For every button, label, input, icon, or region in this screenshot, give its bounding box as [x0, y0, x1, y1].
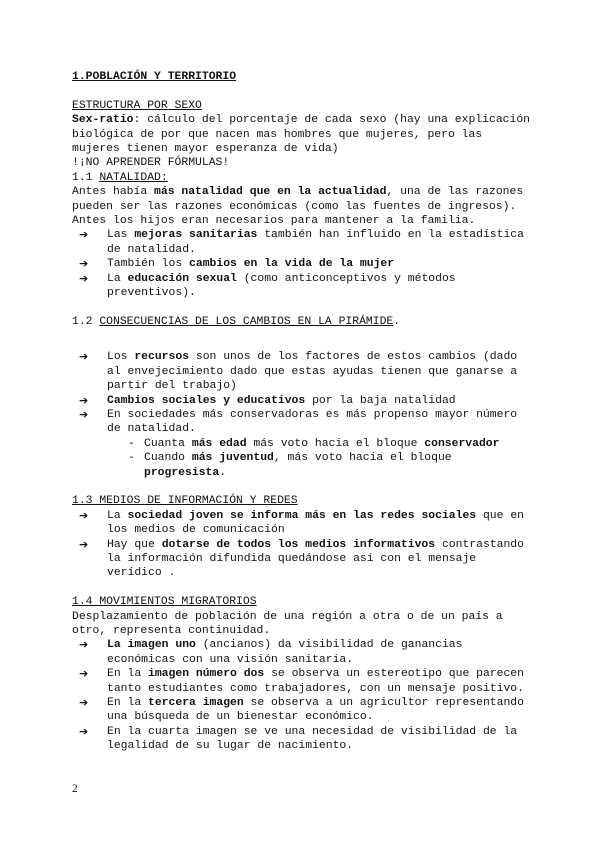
- list-item: ➔ La educación sexual (como anticonceptivos y métodos preventivos).: [79, 271, 456, 300]
- section-heading-medios: 1.3 MEDIOS DE INFORMACIÓN Y REDES: [72, 495, 298, 508]
- list-item: ➔ Cambios sociales y educativos por la baja natalidad: [79, 393, 456, 407]
- arrow-bullet-icon: ➔: [79, 393, 89, 407]
- arrow-bullet-icon: ➔: [79, 696, 89, 709]
- list-item: ➔ En la cuarta imagen se ve una necesidad de visibilidad de la legalidad de su lugar de nacimiento.: [79, 724, 518, 753]
- arrow-bullet-icon: ➔: [79, 271, 89, 285]
- arrow-bullet-icon: ➔: [79, 667, 89, 681]
- arrow-bullet-icon: ➔: [79, 257, 89, 271]
- paragraph-migratorios: Desplazamiento de población de una región a otra o de un país a otro, representa continuidad.: [72, 610, 503, 637]
- list-item: ➔ La imagen uno (ancianos) da visibilidad de ganancias económicas con una visión sanitaria.: [79, 638, 463, 666]
- section-heading-natalidad: 1.1 NATALIDAD:: [72, 171, 168, 184]
- arrow-bullet-icon: ➔: [79, 537, 89, 551]
- paragraph-natalidad: Antes había más natalidad que en la actualidad, una de las razones pueden ser las razones económicas (como las fuentes de ingresos). Antes los hijos eran necesarios para mantener a la familia.: [72, 186, 524, 228]
- warning-text: !¡NO APRENDER FÓRMULAS!: [72, 157, 230, 170]
- list-item: ➔ También los cambios en la vida de la mujer: [79, 257, 395, 271]
- section-heading-migratorios: 1.4 MOVIMIENTOS MIGRATORIOS: [72, 596, 257, 609]
- section-heading-consecuencias: 1.2 CONSECUENCIAS DE LOS CAMBIOS EN LA PIRÁMIDE.: [72, 315, 401, 328]
- list-item: ➔ La sociedad joven se informa más en las redes sociales que en los medios de comunicación: [79, 508, 524, 537]
- list-item: ➔ En la imagen número dos se observa un estereotipo que parecen tanto estudiantes como trabajadores, con un mensaje positivo.: [79, 667, 524, 695]
- arrow-bullet-icon: ➔: [79, 638, 89, 652]
- page-title: 1.POBLACIÓN Y TERRITORIO: [72, 71, 237, 83]
- document-page: [72, 70, 532, 754]
- sub-list-item: - Cuando más juventud, más voto hacia el bloque progresista.: [128, 452, 452, 479]
- arrow-bullet-icon: ➔: [79, 350, 89, 364]
- page-number: 2: [72, 783, 78, 795]
- dash-bullet: -: [128, 452, 135, 465]
- list-item: ➔ En sociedades más conservadoras es más propenso mayor número de natalidad.: [79, 407, 518, 436]
- list-item: ➔ Los recursos son unos de los factores de estos cambios (dado al envejecimiento dado que estas ayudas tienen que ganarse a partir del trabajo): [79, 350, 518, 393]
- dash-bullet: -: [128, 437, 135, 450]
- arrow-bullet-icon: ➔: [79, 228, 89, 242]
- paragraph-sex-ratio: Sex-ratio: cálculo del porcentaje de cada sexo (hay una explicación biológica de por que nacen mas hombres que mujeres, pero las mujeres tienen mayor esperanza de vida): [72, 114, 530, 156]
- list-item: ➔ Hay que dotarse de todos los medios informativos contrastando la información difundida quedándose así con el mensaje verídico .: [79, 537, 524, 580]
- arrow-bullet-icon: ➔: [79, 407, 89, 421]
- list-item: ➔ En la tercera imagen se observa a un agricultor representando una búsqueda de un bienestar económico.: [79, 696, 524, 724]
- sub-list-item: - Cuanta más edad más voto hacia el bloque conservador: [128, 437, 500, 450]
- list-item: ➔ Las mejoras sanitarias también han influido en la estadística de natalidad.: [79, 228, 524, 256]
- arrow-bullet-icon: ➔: [79, 508, 89, 522]
- section-heading-sexo: ESTRUCTURA POR SEXO: [72, 99, 202, 112]
- arrow-bullet-icon: ➔: [79, 724, 89, 738]
